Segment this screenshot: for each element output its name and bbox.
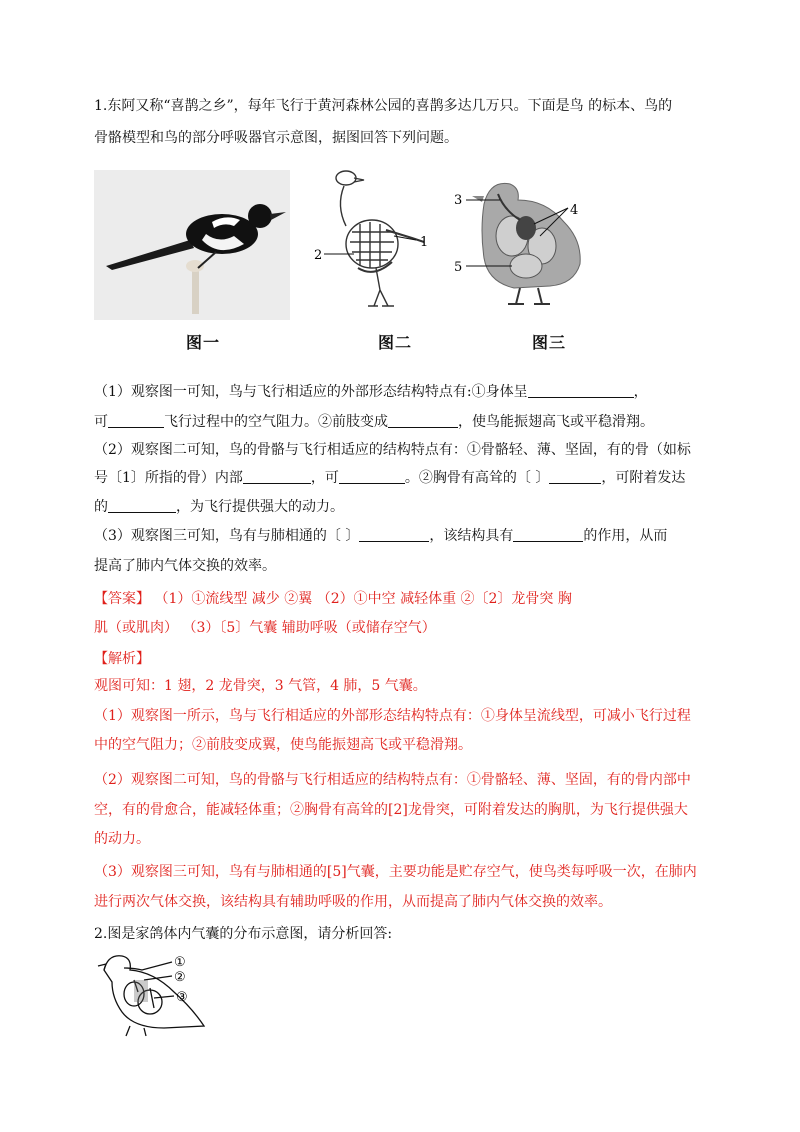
q1-part1-text-b: 飞行过程中的空气阻力。②前肢变成 bbox=[164, 414, 388, 430]
q1-part1-text: （1）观察图一可知，鸟与飞行相适应的外部形态结构特点有:①身体呈 bbox=[94, 384, 528, 400]
caption-figure-2: 图二 bbox=[378, 333, 413, 352]
q2-label-1: ① bbox=[174, 955, 186, 970]
q1-part3-text-b: ，该结构具有 bbox=[429, 528, 514, 544]
fig2-label-2: 2 bbox=[314, 248, 323, 263]
q1-part2-line1: （2）观察图二可知，鸟的骨骼与飞行相适应的结构特点有：①骨骼轻、薄、坚固，有的骨（如标 bbox=[94, 442, 691, 458]
analysis-title: 【解析】 bbox=[94, 651, 150, 667]
answer-blank bbox=[339, 469, 405, 484]
analysis-line7: （3）观察图三可知，鸟有与肺相通的[5]气囊，主要功能是贮存空气，使鸟类每呼吸一次，在肺内 bbox=[94, 864, 697, 880]
answer-line1: 【答案】 （1）①流线型 减少 ②翼 （2）①中空 减轻体重 ②〔2〕龙骨突 胸 bbox=[94, 591, 572, 607]
q1-part1-line2 bbox=[94, 412, 714, 432]
q1-part2-text-b: ，可 bbox=[310, 470, 339, 486]
analysis-line5: 空，有的骨愈合，能减轻体重；②胸骨有高耸的[2]龙骨突，可附着发达的胸肌，为飞行提供强大 bbox=[94, 802, 688, 818]
q1-part1-text-c: ，使鸟能振翅高飞或平稳滑翔。 bbox=[458, 414, 654, 430]
answer-blank bbox=[243, 469, 311, 484]
bird-respiratory-diagram bbox=[454, 166, 604, 316]
answer-blank bbox=[513, 527, 583, 542]
fig3-label-4: 4 bbox=[570, 203, 579, 218]
analysis-line1: 观图可知：1 翅，2 龙骨突，3 气管，4 肺，5 气囊。 bbox=[94, 678, 427, 694]
analysis-line8: 进行两次气体交换，该结构具有辅助呼吸的作用，从而提高了肺内气体交换的效率。 bbox=[94, 894, 612, 910]
q1-part1-end: ， bbox=[633, 384, 648, 400]
analysis-line2: （1）观察图一所示，鸟与飞行相适应的外部形态结构特点有：①身体呈流线型，可减小飞行过程 bbox=[94, 708, 691, 724]
analysis-line4: （2）观察图二可知，鸟的骨骼与飞行相适应的结构特点有：①骨骼轻、薄、坚固，有的骨内部中 bbox=[94, 772, 691, 788]
q1-part3-text-c: 的作用，从而 bbox=[583, 528, 668, 544]
bird-skeleton-diagram bbox=[316, 166, 446, 316]
q1-part2-line2 bbox=[94, 468, 714, 488]
q1-part2-text-a: 号〔1〕所指的骨）内部 bbox=[94, 470, 243, 486]
q1-part3-line2: 提高了肺内气体交换的效率。 bbox=[94, 558, 276, 574]
pigeon-air-sac-diagram bbox=[94, 948, 214, 1038]
magpie-photo bbox=[94, 170, 290, 320]
q1-part2-text-f: ，为飞行提供强大的动力。 bbox=[176, 499, 344, 515]
q2-label-2: ② bbox=[174, 970, 186, 985]
q2-label-3: ③ bbox=[176, 990, 188, 1005]
fig2-label-1: 1 bbox=[420, 235, 429, 250]
q1-part1-text-a: 可 bbox=[94, 414, 108, 430]
analysis-line3: 中的空气阻力；②前肢变成翼，使鸟能振翅高飞或平稳滑翔。 bbox=[94, 737, 472, 753]
answer-blank bbox=[359, 527, 429, 542]
answer-blank bbox=[108, 498, 176, 513]
answer-blank bbox=[388, 413, 458, 428]
q1-part2-text-c: 。②胸骨有高耸的〔 〕 bbox=[404, 470, 550, 486]
q1-part2-text-e: 的 bbox=[94, 499, 108, 515]
answer-blank bbox=[108, 413, 164, 428]
answer-blank bbox=[549, 469, 601, 484]
answer-line2: 肌（或肌肉） （3）〔5〕气囊 辅助呼吸（或储存空气） bbox=[94, 620, 436, 636]
q1-part1-line1 bbox=[94, 382, 714, 402]
q1-intro-line1: 1.东阿又称“喜鹊之乡”，每年飞行于黄河森林公园的喜鹊多达几万只。下面是鸟 的标本、鸟的 bbox=[94, 98, 673, 114]
caption-figure-1: 图一 bbox=[186, 333, 221, 352]
q1-figures bbox=[94, 166, 614, 356]
q1-intro-line2: 骨骼模型和鸟的部分呼吸器官示意图，据图回答下列问题。 bbox=[94, 130, 458, 146]
fig3-label-5: 5 bbox=[454, 260, 463, 275]
analysis-line6: 的动力。 bbox=[94, 831, 150, 847]
q2-intro: 2.图是家鸽体内气囊的分布示意图，请分析回答: bbox=[94, 926, 393, 942]
caption-figure-3: 图三 bbox=[532, 333, 567, 352]
q1-part3-line1 bbox=[94, 526, 714, 546]
q1-part3-text-a: （3）观察图三可知，鸟有与肺相通的〔 〕 bbox=[94, 528, 360, 544]
q1-part2-line3 bbox=[94, 497, 714, 517]
answer-blank bbox=[528, 383, 634, 398]
q1-part2-text-d: ，可附着发达 bbox=[601, 470, 686, 486]
fig3-label-3: 3 bbox=[454, 193, 463, 208]
